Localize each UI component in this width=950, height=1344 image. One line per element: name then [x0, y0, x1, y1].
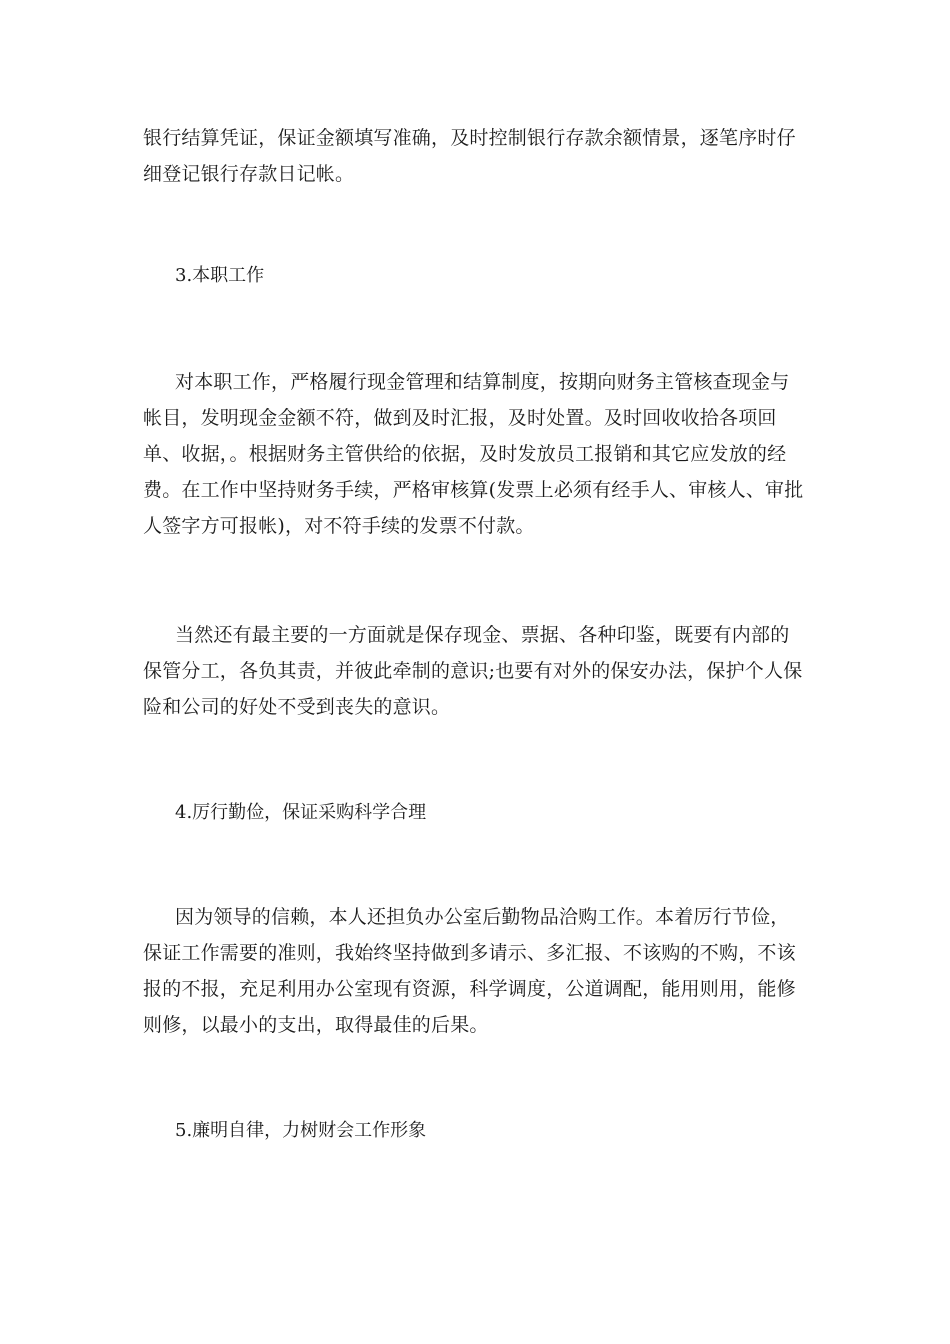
heading-section-3: 3.本职工作	[175, 265, 265, 286]
heading-section-4: 4.厉行勤俭，保证采购科学合理	[175, 802, 427, 823]
paragraph-bank-settlement: 银行结算凭证，保证金额填写准确，及时控制银行存款余额情景，逐笔序时仔细登记银行存款日记帐。	[143, 127, 796, 185]
paragraph-duties: 对本职工作，严格履行现金管理和结算制度，按期向财务主管核查现金与帐目，发明现金金额不符，做到及时汇报，及时处置。及时回收收拾各项回单、收据，。根据财务主管供给的依据，及时发放员工报销和其它应发放的经费。在工作中坚持财务手续，严格审核算(发票上必须有经手人、审核人、审批人签字方可报帐)，对不符手续的发票不付款。	[143, 371, 804, 537]
paragraph-procurement: 因为领导的信赖，本人还担负办公室后勤物品洽购工作。本着厉行节俭，保证工作需要的准则，我始终坚持做到多请示、多汇报、不该购的不购，不该报的不报，充足利用办公室现有资源，科学调度，公道调配，能用则用，能修则修，以最小的支出，取得最佳的后果。	[143, 906, 796, 1036]
heading-section-5: 5.廉明自律，力树财会工作形象	[175, 1120, 427, 1141]
paragraph-safekeeping: 当然还有最主要的一方面就是保存现金、票据、各种印鉴，既要有内部的保管分工，各负其责，并彼此牵制的意识;也要有对外的保安办法，保护个人保险和公司的好处不受到丧失的意识。	[143, 624, 803, 718]
